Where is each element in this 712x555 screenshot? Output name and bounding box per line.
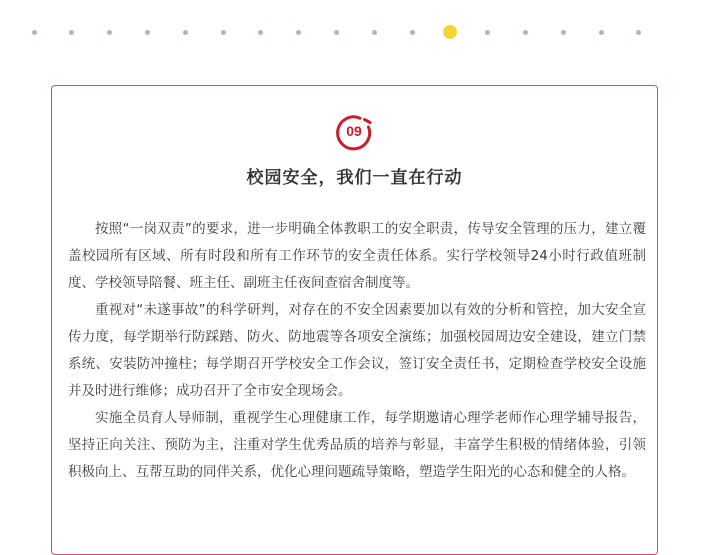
pager-dot[interactable] (599, 30, 604, 35)
pager-dot[interactable] (410, 30, 415, 35)
pager-dot[interactable] (485, 30, 490, 35)
pager-dot[interactable] (221, 30, 226, 35)
pagination-dots (0, 0, 712, 60)
badge-number: 09 (346, 123, 362, 139)
pager-dot[interactable] (372, 30, 377, 35)
page-title: 校园安全，我们一直在行动 (246, 168, 463, 188)
paragraph: 重视对“未遂事故”的科学研判，对存在的不安全因素要加以有效的分析和管控，加大安全宣传力度，每学期举行防踩踏、防火、防地震等各项安全演练；加强校园周边安全建设，建立门禁系统、安装防冲撞柱；每学期召开学校安全工作会议，签订安全责任书，定期检查学校安全设施并及时进行维修；成功召开了全市安全现场会。 (68, 302, 646, 399)
pager-dot[interactable] (258, 30, 263, 35)
pager-dot[interactable] (183, 30, 188, 35)
pager-dot[interactable] (523, 30, 528, 35)
pager-dot[interactable] (296, 30, 301, 35)
pager-dot[interactable] (561, 30, 566, 35)
content-card (51, 85, 658, 555)
pager-dot-active[interactable] (443, 25, 457, 39)
pager-dot[interactable] (636, 30, 641, 35)
pager-dot[interactable] (334, 30, 339, 35)
paragraph: 按照“一岗双责”的要求，进一步明确全体教职工的安全职责，传导安全管理的压力，建立覆盖校园所有区域、所有时段和所有工作环节的安全责任体系。实行学校领导24小时行政值班制度、学校领导陪餐、班主任、副班主任夜间查宿舍制度等。 (68, 221, 646, 291)
section-number-badge (334, 113, 374, 153)
pager-dot[interactable] (145, 30, 150, 35)
article-body (68, 216, 646, 486)
pager-dot[interactable] (107, 30, 112, 35)
pager-dot[interactable] (69, 30, 74, 35)
paragraph: 实施全员育人导师制，重视学生心理健康工作，每学期邀请心理学老师作心理学辅导报告，坚持正向关注、预防为主，注重对学生优秀品质的培养与彰显，丰富学生积极的情绪体验，引领积极向上、互帮互助的同伴关系，优化心理问题疏导策略，塑造学生阳光的心态和健全的人格。 (68, 410, 646, 480)
pager-dot[interactable] (32, 30, 37, 35)
